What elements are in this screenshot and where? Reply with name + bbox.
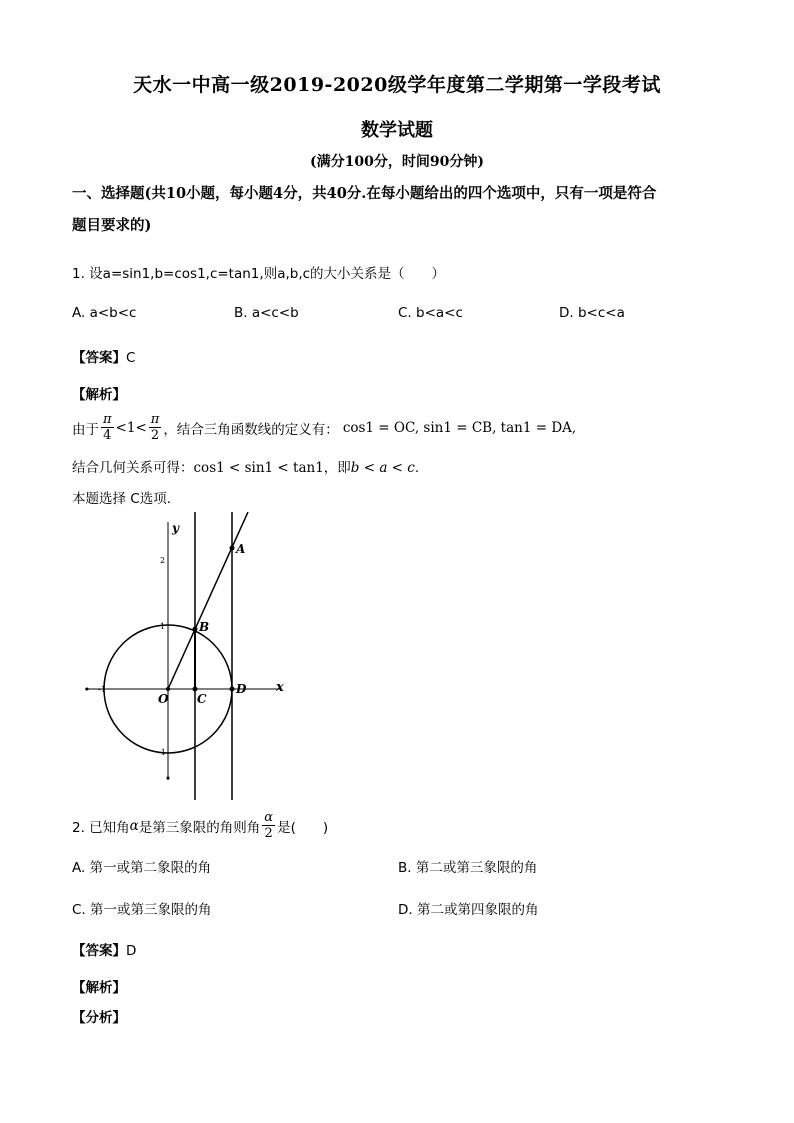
terminal-ray xyxy=(168,512,248,689)
q1-line2-pre: 结合几何关系可得： xyxy=(72,460,194,476)
q1-answer-value: C xyxy=(126,350,136,366)
q1-fraction-pi-2 xyxy=(149,412,162,443)
q2-option-b: B. 第二或第三象限的角 xyxy=(398,860,538,876)
q2-option-d: D. 第二或第四象限的角 xyxy=(398,902,539,918)
exam-info: (满分100分，时间90分钟) xyxy=(310,154,484,170)
label-c: C xyxy=(197,692,207,706)
exam-subtitle: 数学试题 xyxy=(361,120,433,141)
label-b: B xyxy=(199,620,210,634)
q2-option-a: A. 第一或第二象限的角 xyxy=(72,860,212,876)
q1-fraction-pi-4 xyxy=(101,412,114,443)
q1-analysis-line1 xyxy=(72,412,576,443)
label-a: A xyxy=(236,542,246,556)
q2-stem-pre: 2. 已知角 xyxy=(72,819,130,836)
tick-label-y1: 1 xyxy=(160,622,166,631)
tick-label-y2: 2 xyxy=(160,556,166,565)
x-axis-label: x xyxy=(276,680,284,695)
tick-label-x-neg1: -1 xyxy=(98,685,106,694)
unit-circle-figure xyxy=(80,512,300,802)
point-c xyxy=(193,687,198,692)
q1-option-c: C. b<a<c xyxy=(398,305,463,321)
q1-answer-label: 【答案】 xyxy=(72,350,126,366)
q2-analysis-label: 【解析】 xyxy=(72,980,126,996)
section-heading-line2: 题目要求的) xyxy=(72,217,152,234)
q1-inequality: <1< xyxy=(115,419,147,436)
q1-line2-mid: ，即 xyxy=(323,460,351,476)
q1-option-b: B. a<c<b xyxy=(234,305,299,321)
q2-stem-end: 是( ) xyxy=(277,819,329,836)
q2-alpha: α xyxy=(129,817,139,834)
q2-frac-den: 2 xyxy=(264,826,273,841)
q1-conclusion: 本题选择 C选项. xyxy=(72,491,172,507)
q2-answer-row xyxy=(72,939,136,959)
q1-option-d: D. b<c<a xyxy=(559,305,625,321)
tick-label-y-neg1: -1 xyxy=(158,748,166,757)
q2-answer-value: D xyxy=(126,943,137,959)
q1-frac1-num: π xyxy=(103,412,112,427)
origin-label: O xyxy=(158,692,169,706)
label-d: D xyxy=(236,682,247,696)
q2-frac-num: α xyxy=(264,810,274,825)
q2-stem xyxy=(72,810,328,841)
q1-frac2-num: π xyxy=(150,412,160,427)
y-axis-label: y xyxy=(172,521,179,535)
point-d xyxy=(230,687,235,692)
point-b xyxy=(193,627,198,632)
q1-line1-math: cos1 = OC, sin1 = CB, tan1 = DA, xyxy=(342,419,577,436)
point-o xyxy=(166,687,170,691)
q1-line2-math2: b < a < c xyxy=(350,460,415,476)
q1-line1-mid: ，结合三角函数线的定义有： xyxy=(163,421,339,438)
q1-option-a: A. a<b<c xyxy=(72,305,137,321)
q2-fenxi-label: 【分析】 xyxy=(72,1010,126,1026)
q1-frac2-den: 2 xyxy=(150,428,160,443)
q1-frac1-den: 4 xyxy=(103,428,112,443)
q1-line1-pre: 由于 xyxy=(72,421,99,438)
exam-title: 天水一中高一级2019-2020级学年度第二学期第一学段考试 xyxy=(133,74,661,96)
y-axis-bottom-end xyxy=(167,777,170,780)
q1-line2-math: cos1 < sin1 < tan1 xyxy=(193,460,324,476)
q1-analysis-label: 【解析】 xyxy=(72,387,126,403)
q1-answer-row xyxy=(72,346,135,366)
q1-analysis-line2 xyxy=(72,456,419,476)
x-axis-left-end xyxy=(86,688,89,691)
point-a xyxy=(230,546,235,551)
q2-option-c: C. 第一或第三象限的角 xyxy=(72,902,212,918)
q2-answer-label: 【答案】 xyxy=(72,943,126,959)
q1-line2-end: . xyxy=(414,460,420,476)
q2-fraction-alpha-2 xyxy=(262,810,275,841)
q2-stem-mid: 是第三象限的角则角 xyxy=(138,819,261,836)
section-heading-line1: 一、选择题(共10小题，每小题4分，共40分.在每小题给出的四个选项中，只有一项是符合 xyxy=(72,185,657,202)
q1-stem: 1. 设a=sin1,b=cos1,c=tan1,则a,b,c的大小关系是（ ） xyxy=(72,266,446,282)
